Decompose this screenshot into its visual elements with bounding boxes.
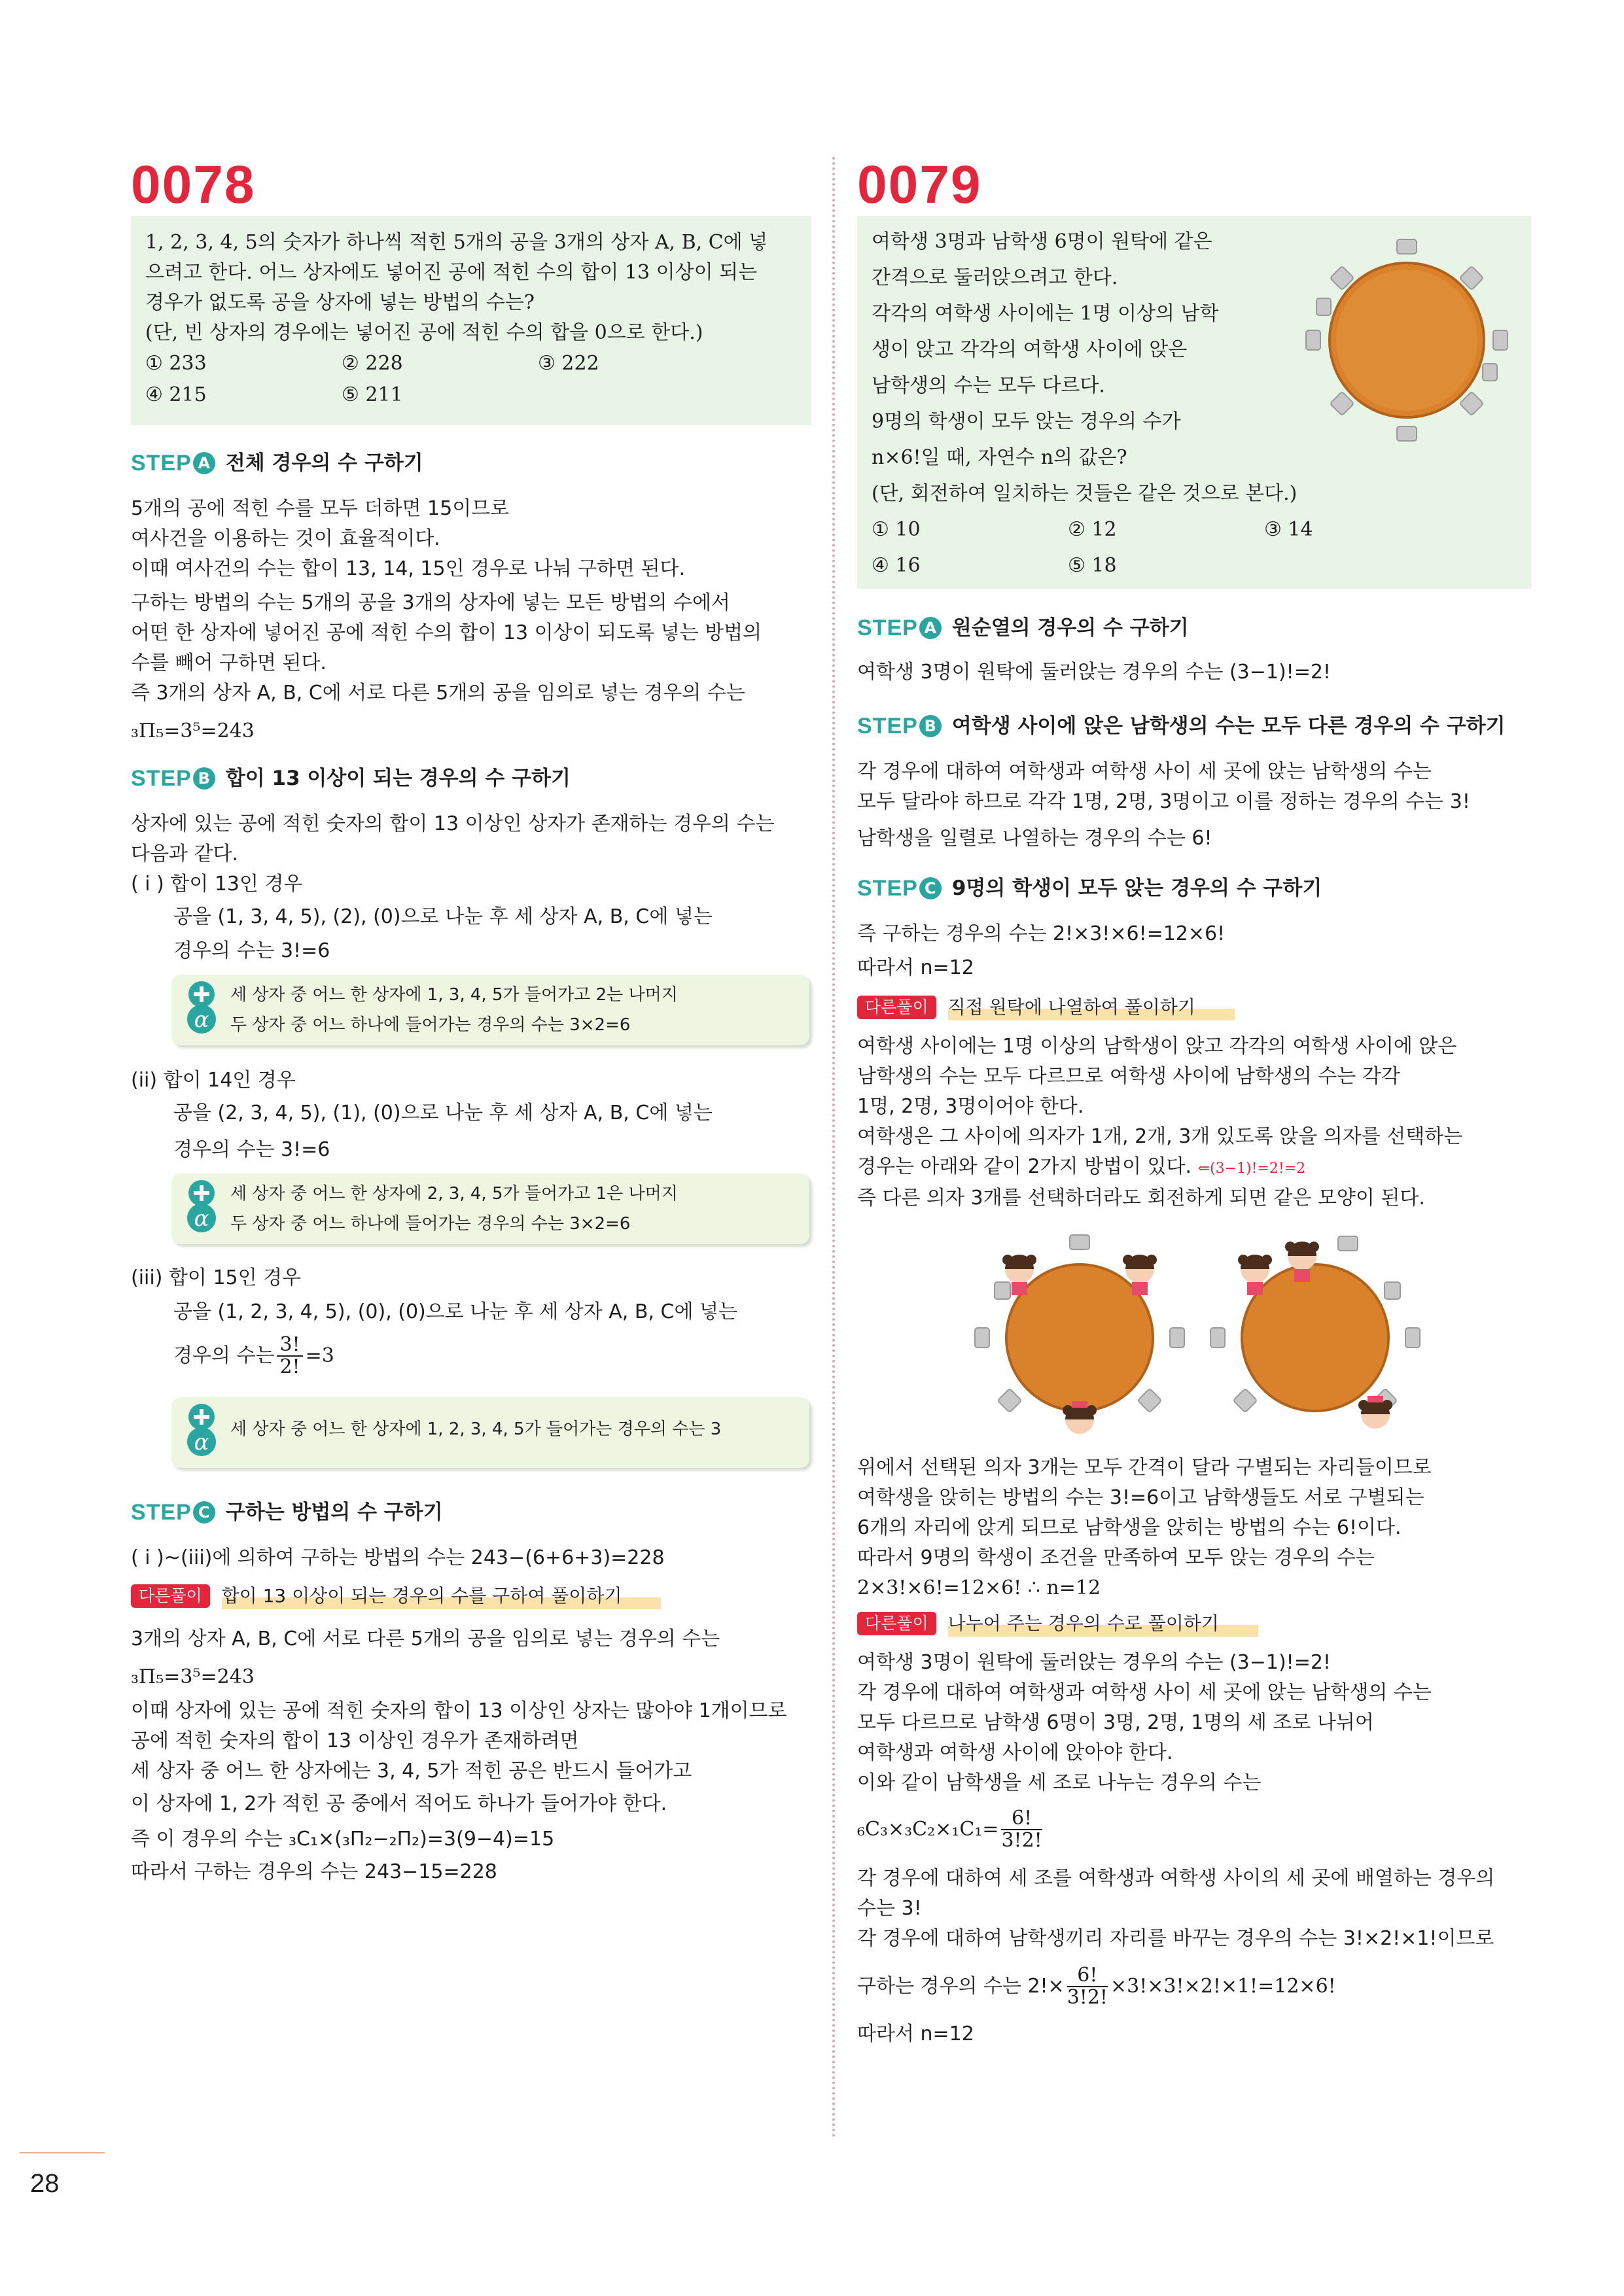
body-line: 여학생을 앉히는 방법의 수는 3!=6이고 남학생들도 서로 구별되는	[857, 1486, 1424, 1509]
problem-text: 남학생의 수는 모두 다르다.	[872, 374, 1105, 397]
case-heading: (iii) 합이 15인 경우	[131, 1266, 302, 1289]
body-line	[857, 1154, 1305, 1182]
body-line: ( i )~(iii)에 의하여 구하는 방법의 수는 243−(6+6+3)=228	[131, 1546, 665, 1569]
step-letter-badge: A	[919, 617, 942, 639]
step-c-heading	[131, 1499, 443, 1525]
round-table-illustration	[1302, 235, 1511, 445]
choice-5[interactable]: ⑤ 211	[342, 383, 403, 406]
body-line: 즉 이 경우의 수는 ₃C₁×(₃Π₂−₂Π₂)=3(9−4)=15	[131, 1828, 555, 1851]
column-divider	[832, 157, 835, 2139]
body-line: 위에서 선택된 의자 3개는 모두 간격이 달라 구별되는 자리들이므로	[857, 1456, 1432, 1479]
girl-figure	[1358, 1396, 1392, 1429]
problem-number: 0079	[857, 155, 982, 215]
choices-row	[872, 548, 1517, 583]
body-line: 1명, 2명, 3명이어야 한다.	[857, 1095, 1084, 1118]
alt-solution-title: 직접 원탁에 나열하여 풀이하기	[948, 994, 1235, 1020]
choice-5[interactable]: ⑤ 18	[1068, 554, 1117, 577]
choice-4[interactable]: ④ 215	[145, 383, 207, 406]
problem-text: 으려고 한다. 어느 상자에도 넣어진 공에 적힌 수의 합이 13 이상이 되는	[145, 261, 758, 284]
text: 경우의 수는	[173, 1344, 275, 1367]
problem-text: 각각의 여학생 사이에는 1명 이상의 남학	[872, 302, 1219, 325]
round-table-girls-illustration-1	[968, 1230, 1191, 1439]
choices-row	[145, 379, 797, 411]
text: 경우는 아래와 같이 2가지 방법이 있다.	[857, 1155, 1192, 1178]
body-line: 공을 (2, 3, 4, 5), (1), (0)으로 나눈 후 세 상자 A, B, C에 넣는	[173, 1102, 713, 1124]
fraction-numerator: 3!	[277, 1334, 302, 1357]
alt-solution-tag: 다른풀이	[857, 1612, 936, 1635]
tip-text: 세 상자 중 어느 한 상자에 1, 2, 3, 4, 5가 들어가는 경우의 수는 3	[230, 1419, 722, 1439]
body-line: 남학생의 수는 모두 다르므로 여학생 사이에 남학생의 수는 각각	[857, 1065, 1400, 1088]
step-letter-badge: C	[919, 877, 942, 899]
body-line: 즉 3개의 상자 A, B, C에 서로 다른 5개의 공을 임의로 넣는 경우의 수는	[131, 682, 745, 704]
fraction-line	[857, 1965, 1336, 2008]
body-line: 모두 달라야 하므로 각각 1명, 2명, 3명이고 이를 정하는 경우의 수는 3!	[857, 790, 1470, 813]
plus-alpha-icon	[183, 1179, 220, 1234]
case-heading: ( i ) 합이 13인 경우	[131, 873, 303, 896]
tip-text: 세 상자 중 어느 한 상자에 1, 3, 4, 5가 들어가고 2는 나머지	[230, 985, 678, 1005]
tip-text: 세 상자 중 어느 한 상자에 2, 3, 4, 5가 들어가고 1은 나머지	[230, 1184, 678, 1204]
problem-text: n×6!일 때, 자연수 n의 값은?	[872, 446, 1127, 469]
body-line: 경우의 수는 3!=6	[173, 939, 330, 962]
choice-2[interactable]: ② 12	[1068, 518, 1117, 541]
body-line: 공에 적힌 숫자의 합이 13 이상인 경우가 존재하려면	[131, 1730, 579, 1752]
choices-row	[872, 512, 1517, 548]
problem-number: 0078	[131, 155, 256, 215]
choices-row	[145, 348, 797, 379]
alt-solution-tag: 다른풀이	[857, 996, 936, 1019]
problem-text: 생이 앉고 각각의 여학생 사이에 앉은	[872, 338, 1188, 361]
alt-solution-tag: 다른풀이	[131, 1584, 210, 1608]
problem-text: (단, 회전하여 일치하는 것들은 같은 것으로 본다.)	[872, 482, 1297, 505]
step-word: STEP	[131, 766, 192, 791]
body-line: 남학생을 일렬로 나열하는 경우의 수는 6!	[857, 827, 1212, 850]
formula-line: 2×3!×6!=12×6! ∴ n=12	[857, 1576, 1101, 1599]
svg-text:α: α	[194, 1007, 209, 1033]
step-letter-badge: A	[193, 452, 215, 474]
tip-note	[171, 1397, 809, 1468]
fraction-numerator: 6!	[1067, 1965, 1108, 1987]
body-line: 5개의 공에 적힌 수를 모두 더하면 15이므로	[131, 497, 510, 520]
step-title: 구하는 방법의 수 구하기	[225, 1501, 443, 1524]
body-line: 공을 (1, 2, 3, 4, 5), (0), (0)으로 나눈 후 세 상자 A, B, C에 넣는	[173, 1300, 737, 1323]
choice-1[interactable]: ① 233	[145, 352, 207, 375]
body-line: 다음과 같다.	[131, 843, 238, 865]
fraction	[1001, 1808, 1042, 1851]
svg-text:α: α	[194, 1429, 209, 1455]
body-line: 이때 여사건의 수는 합이 13, 14, 15인 경우로 나눠 구하면 된다.	[131, 557, 686, 580]
alt-solution-title: 나누어 주는 경우의 수로 풀이하기	[948, 1610, 1258, 1637]
body-line: 모두 다르므로 남학생 6명이 3명, 2명, 1명의 세 조로 나뉘어	[857, 1711, 1374, 1734]
fraction-denominator: 2!	[279, 1355, 300, 1378]
body-line: 경우의 수는 3!=6	[173, 1138, 330, 1161]
problem-text: 여학생 3명과 남학생 6명이 원탁에 같은	[872, 230, 1212, 253]
fraction	[1067, 1965, 1108, 2008]
step-b-heading	[131, 765, 571, 791]
fraction-denominator: 3!2!	[1001, 1829, 1042, 1852]
step-a-heading	[857, 615, 1189, 641]
body-line: 각 경우에 대하여 여학생과 여학생 사이 세 곳에 앉는 남학생의 수는	[857, 760, 1432, 783]
tip-text: 두 상자 중 어느 하나에 들어가는 경우의 수는 3×2=6	[230, 1214, 631, 1234]
choice-1[interactable]: ① 10	[872, 518, 921, 541]
step-title: 여학생 사이에 앉은 남학생의 수는 모두 다른 경우의 수 구하기	[951, 714, 1506, 738]
step-letter-badge: C	[193, 1501, 215, 1523]
text: ×3!×3!×2!×1!=12×6!	[1110, 1975, 1336, 1998]
alt-solution-heading	[857, 994, 1235, 1020]
problem-text: 간격으로 둘러앉으려고 한다.	[872, 266, 1118, 289]
alt-solution-heading	[131, 1583, 661, 1609]
step-word: STEP	[131, 451, 192, 476]
step-c-heading	[857, 875, 1322, 901]
step-b-heading	[857, 713, 1506, 739]
body-line: 따라서 구하는 경우의 수는 243−15=228	[131, 1860, 497, 1883]
tip-text: 두 상자 중 어느 하나에 들어가는 경우의 수는 3×2=6	[230, 1015, 631, 1035]
body-line: 즉 구하는 경우의 수는 2!×3!×6!=12×6!	[857, 922, 1226, 945]
body-line: 여학생 사이에는 1명 이상의 남학생이 앉고 각각의 여학생 사이에 앉은	[857, 1035, 1457, 1058]
body-line: 각 경우에 대하여 세 조를 여학생과 여학생 사이의 세 곳에 배열하는 경우의	[857, 1867, 1495, 1890]
alt-solution-title: 합이 13 이상이 되는 경우의 수를 구하여 풀이하기	[222, 1583, 662, 1609]
problem-box	[131, 216, 811, 425]
choice-4[interactable]: ④ 16	[872, 554, 921, 577]
step-word: STEP	[857, 876, 918, 901]
body-line: 수를 빼어 구하면 된다.	[131, 652, 327, 674]
tip-note	[171, 1174, 809, 1244]
body-line: 따라서 n=12	[857, 956, 974, 979]
body-line: 3개의 상자 A, B, C에 서로 다른 5개의 공을 임의로 넣는 경우의 수는	[131, 1627, 720, 1650]
step-title: 9명의 학생이 모두 앉는 경우의 수 구하기	[951, 877, 1322, 900]
step-a-heading	[131, 450, 423, 476]
body-line: 각 경우에 대하여 여학생과 여학생 사이 세 곳에 앉는 남학생의 수는	[857, 1681, 1432, 1704]
choice-3[interactable]: ③ 222	[538, 352, 599, 375]
plus-alpha-icon	[183, 1402, 220, 1457]
body-line: 수는 3!	[857, 1897, 922, 1920]
girl-figure	[1063, 1401, 1097, 1434]
problem-text: 1, 2, 3, 4, 5의 숫자가 하나씩 적힌 5개의 공을 3개의 상자 A, B, C에 넣	[145, 231, 768, 254]
problem-text: (단, 빈 상자의 경우에는 넣어진 공에 적힌 수의 합을 0으로 한다.)	[145, 321, 703, 344]
body-line: 이 상자에 1, 2가 적힌 공 중에서 적어도 하나가 들어가야 한다.	[131, 1792, 667, 1815]
step-title: 원순열의 경우의 수 구하기	[951, 616, 1189, 640]
body-line: 여학생은 그 사이에 의자가 1개, 2개, 3개 있도록 앉을 의자를 선택하는	[857, 1125, 1463, 1148]
fraction	[277, 1334, 302, 1378]
body-line: 이와 같이 남학생을 세 조로 나누는 경우의 수는	[857, 1771, 1262, 1794]
page-number-rule	[20, 2152, 105, 2153]
body-line: 즉 다른 의자 3개를 선택하더라도 회전하게 되면 같은 모양이 된다.	[857, 1187, 1425, 1209]
body-line: 여학생과 여학생 사이에 앉아야 한다.	[857, 1741, 1173, 1764]
plus-alpha-icon	[183, 980, 220, 1035]
text: 구하는 경우의 수는 2!×	[857, 1975, 1065, 1998]
tip-note	[171, 975, 809, 1045]
body-line: 공을 (1, 3, 4, 5), (2), (0)으로 나눈 후 세 상자 A, B, C에 넣는	[173, 905, 713, 928]
formula-line: ₃Π₅=3⁵=243	[131, 720, 255, 742]
fraction-denominator: 3!2!	[1067, 1986, 1108, 2009]
body-line: 여학생 3명이 원탁에 둘러앉는 경우의 수는 (3−1)!=2!	[857, 1651, 1331, 1674]
body-line: 상자에 있는 공에 적힌 숫자의 합이 13 이상인 상자가 존재하는 경우의 수는	[131, 812, 775, 835]
step-word: STEP	[857, 714, 918, 739]
choice-2[interactable]: ② 228	[342, 352, 403, 375]
svg-text:α: α	[194, 1206, 209, 1232]
body-line: 어떤 한 상자에 넣어진 공에 적힌 수의 합이 13 이상이 되도록 넣는 방법의	[131, 621, 762, 644]
body-line: 따라서 9명의 학생이 조건을 만족하여 모두 앉는 경우의 수는	[857, 1546, 1375, 1569]
step-letter-badge: B	[193, 767, 215, 790]
fraction-line	[173, 1334, 334, 1378]
body-line: 각 경우에 대하여 남학생끼리 자리를 바꾸는 경우의 수는 3!×2!×1!이므로	[857, 1927, 1494, 1950]
formula-line: ₃Π₅=3⁵=243	[131, 1665, 255, 1688]
step-word: STEP	[857, 616, 918, 640]
body-line: 여사건을 이용하는 것이 효율적이다.	[131, 527, 440, 550]
choice-3[interactable]: ③ 14	[1264, 518, 1313, 541]
body-line: 이때 상자에 있는 공에 적힌 숫자의 합이 13 이상인 상자는 많아야 1개이므로	[131, 1699, 787, 1722]
alt-solution-heading	[857, 1610, 1258, 1637]
step-title: 전체 경우의 수 구하기	[225, 451, 423, 475]
hint-annotation: ⇐(3−1)!=2!=2	[1197, 1160, 1306, 1177]
body-line: 6개의 자리에 앉게 되므로 남학생을 앉히는 방법의 수는 6!이다.	[857, 1516, 1402, 1539]
step-title: 합이 13 이상이 되는 경우의 수 구하기	[225, 767, 571, 790]
text: ₆C₃×₃C₂×₁C₁=	[857, 1818, 999, 1841]
body-line: 구하는 방법의 수는 5개의 공을 3개의 상자에 넣는 모든 방법의 수에서	[131, 591, 730, 614]
problem-text: 9명의 학생이 모두 앉는 경우의 수가	[872, 410, 1181, 433]
problem-text: 경우가 없도록 공을 상자에 넣는 방법의 수는?	[145, 291, 535, 314]
step-letter-badge: B	[919, 715, 942, 737]
round-table-girls-illustration-2	[1204, 1230, 1426, 1439]
body-line: 따라서 n=12	[857, 2023, 974, 2045]
step-word: STEP	[131, 1500, 192, 1525]
body-line: 여학생 3명이 원탁에 둘러앉는 경우의 수는 (3−1)!=2!	[857, 661, 1331, 684]
page-number: 28	[30, 2169, 60, 2198]
body-line: 세 상자 중 어느 한 상자에는 3, 4, 5가 적힌 공은 반드시 들어가고	[131, 1760, 692, 1783]
fraction-numerator: 6!	[1001, 1808, 1042, 1830]
fraction-line	[857, 1808, 1045, 1851]
text: =3	[305, 1344, 334, 1367]
case-heading: (ii) 합이 14인 경우	[131, 1069, 296, 1092]
